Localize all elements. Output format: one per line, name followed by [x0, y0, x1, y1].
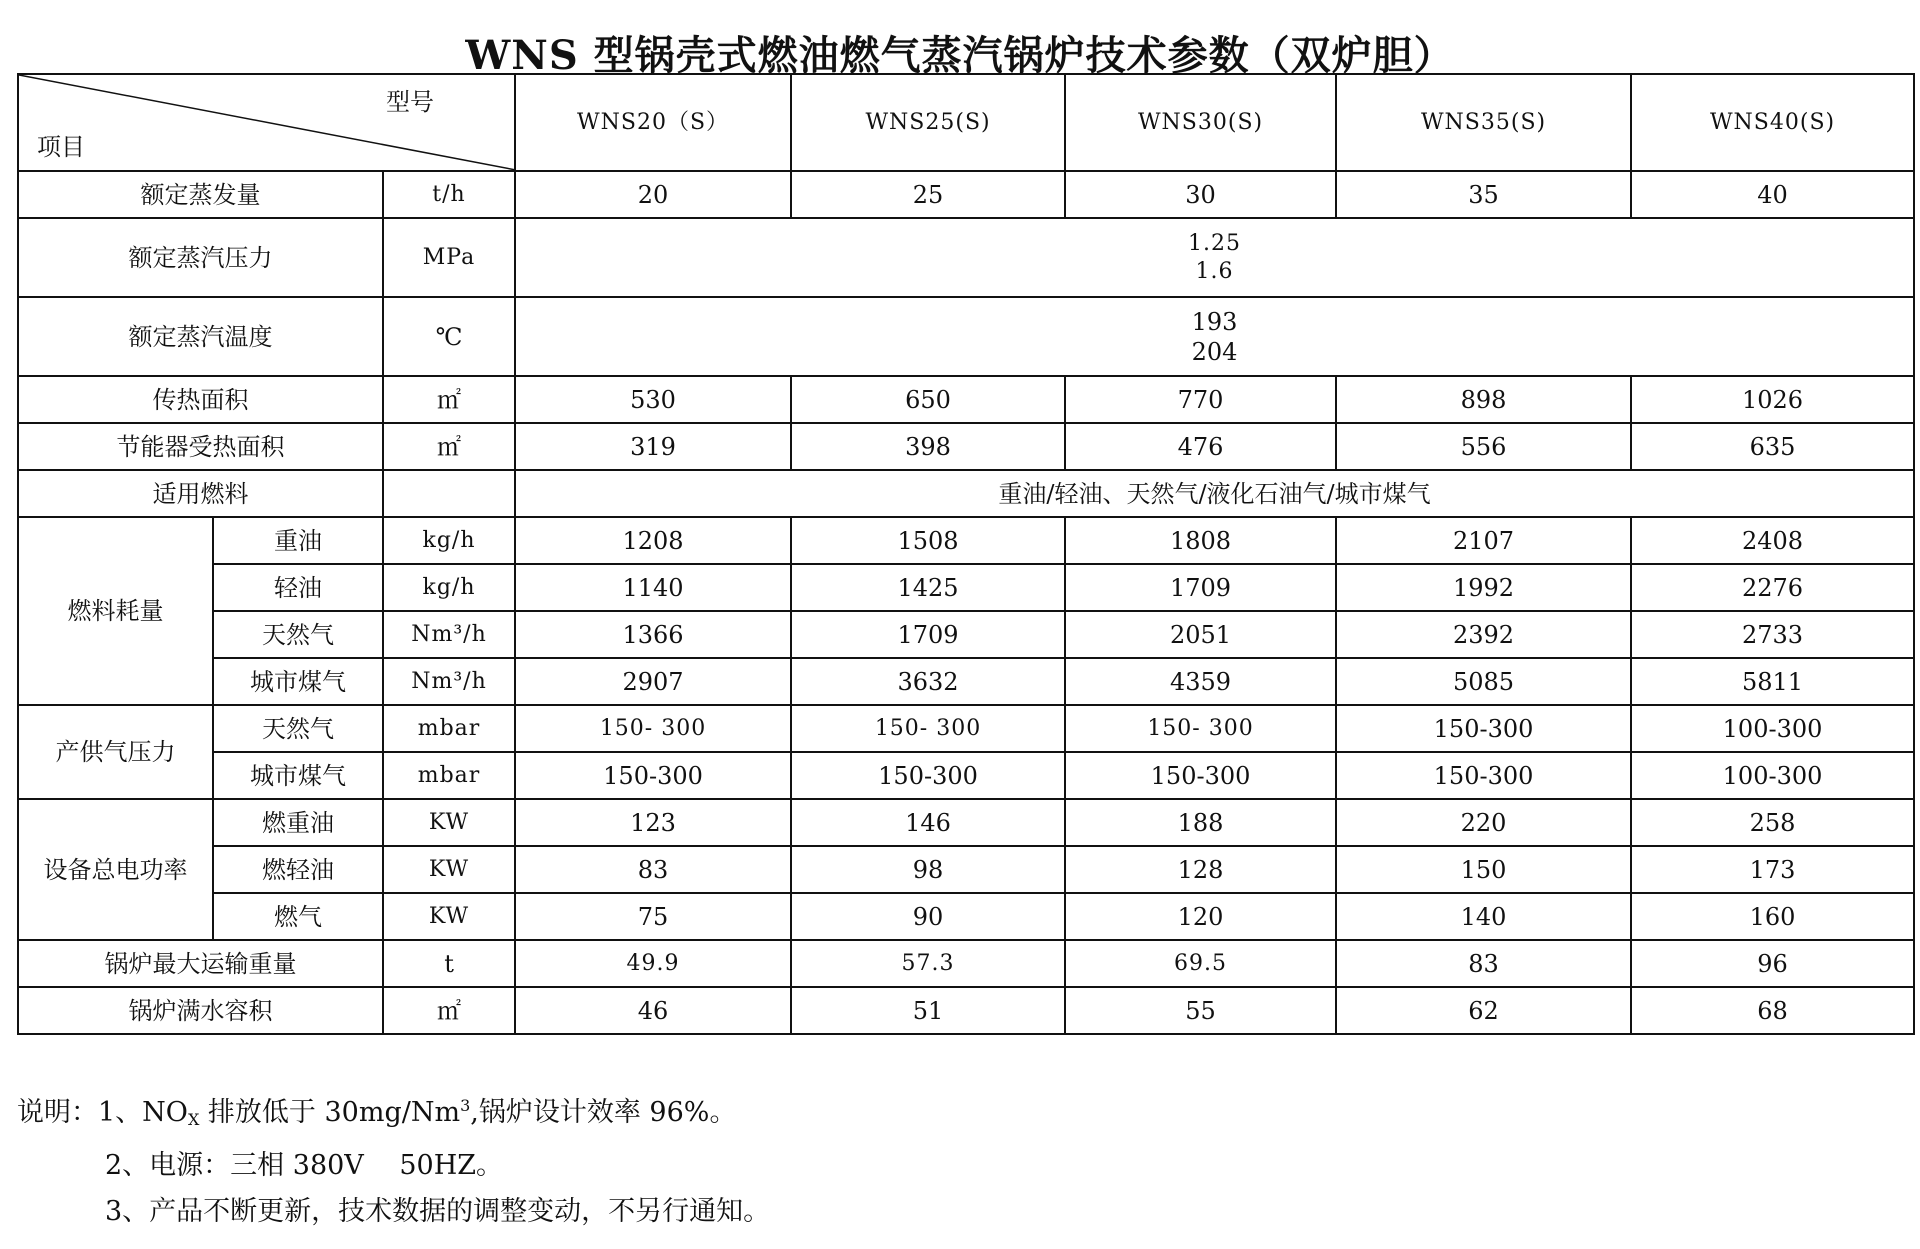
value-cell: 3632 [791, 658, 1065, 705]
value-cell: 90 [791, 893, 1065, 940]
value-cell: 46 [515, 987, 791, 1034]
value-cell: 5811 [1631, 658, 1914, 705]
note-3: 3、产品不断更新，技术数据的调整变动，不另行通知。 [105, 1196, 771, 1227]
table-row [18, 940, 1914, 987]
value-cell: 2392 [1336, 611, 1631, 658]
value-cell: 173 [1631, 846, 1914, 893]
value-cell: 2107 [1336, 517, 1631, 564]
unit-cell: ℃ [383, 297, 515, 376]
value-cell: 319 [515, 423, 791, 470]
table-row [18, 705, 1914, 752]
value-cell: 556 [1336, 423, 1631, 470]
value-cell: 1992 [1336, 564, 1631, 611]
row-label: 节能器受热面积 [18, 423, 383, 470]
item-label: 项目 [37, 133, 85, 161]
merged-value-cell: 重油/轻油、天然气/液化石油气/城市煤气 [515, 470, 1914, 517]
value-cell: 150 [1336, 846, 1631, 893]
unit-cell: KW [383, 893, 515, 940]
table-row [18, 846, 1914, 893]
unit-cell: KW [383, 799, 515, 846]
sub-label: 城市煤气 [213, 658, 383, 705]
value-cell: 770 [1065, 376, 1336, 423]
value-line: 193 [1191, 307, 1238, 336]
sub-label: 燃气 [213, 893, 383, 940]
header-corner-cell [18, 74, 515, 171]
value-cell: 68 [1631, 987, 1914, 1034]
value-cell: 220 [1336, 799, 1631, 846]
unit-cell: t/h [383, 171, 515, 218]
value-cell: 2408 [1631, 517, 1914, 564]
unit-cell: ㎡ [383, 376, 515, 423]
value-cell: 57.3 [791, 940, 1065, 987]
value-cell: 1508 [791, 517, 1065, 564]
document-title: WNS 型锅壳式燃油燃气蒸汽锅炉技术参数（双炉胆） [465, 32, 1455, 79]
value-cell: 150-300 [1336, 705, 1631, 752]
value-cell: 5085 [1336, 658, 1631, 705]
model-header: WNS35(S) [1336, 74, 1631, 171]
value-cell: 55 [1065, 987, 1336, 1034]
row-label: 额定蒸发量 [18, 171, 383, 218]
value-cell: 128 [1065, 846, 1336, 893]
table-row [18, 376, 1914, 423]
diagonal-divider [19, 75, 515, 170]
value-cell: 160 [1631, 893, 1914, 940]
notes-section [17, 1083, 1897, 1235]
value-cell: 96 [1631, 940, 1914, 987]
value-cell: 2051 [1065, 611, 1336, 658]
value-cell: 1140 [515, 564, 791, 611]
value-cell: 258 [1631, 799, 1914, 846]
value-cell: 2733 [1631, 611, 1914, 658]
value-cell: 1208 [515, 517, 791, 564]
sub-label: 重油 [213, 517, 383, 564]
row-label: 额定蒸汽温度 [18, 297, 383, 376]
value-cell: 25 [791, 171, 1065, 218]
unit-cell [383, 470, 515, 517]
value-cell: 2276 [1631, 564, 1914, 611]
value-cell: 150- 300 [1065, 705, 1336, 752]
value-cell: 1709 [791, 611, 1065, 658]
value-cell: 150-300 [791, 752, 1065, 799]
value-line: 1.6 [1195, 258, 1234, 284]
value-cell: 1425 [791, 564, 1065, 611]
table-row [18, 297, 1914, 376]
value-cell: 62 [1336, 987, 1631, 1034]
unit-cell: kg/h [383, 517, 515, 564]
unit-cell: mbar [383, 705, 515, 752]
row-label: 传热面积 [18, 376, 383, 423]
note-2: 2、电源：三相 380V 50HZ。 [105, 1150, 504, 1181]
value-cell: 100-300 [1631, 752, 1914, 799]
unit-cell: Nm³/h [383, 658, 515, 705]
value-cell: 150- 300 [515, 705, 791, 752]
value-cell: 98 [791, 846, 1065, 893]
sub-label: 天然气 [213, 705, 383, 752]
row-label: 额定蒸汽压力 [18, 218, 383, 297]
value-cell: 1026 [1631, 376, 1914, 423]
sub-label: 城市煤气 [213, 752, 383, 799]
value-cell: 83 [515, 846, 791, 893]
table-row [18, 171, 1914, 218]
value-cell: 100-300 [1631, 705, 1914, 752]
value-cell: 530 [515, 376, 791, 423]
value-cell: 20 [515, 171, 791, 218]
value-line: 1.25 [1188, 231, 1242, 256]
unit-cell: t [383, 940, 515, 987]
model-header: WNS20（S） [515, 74, 791, 171]
table-row [18, 799, 1914, 846]
model-label: 型号 [386, 88, 435, 116]
value-cell: 83 [1336, 940, 1631, 987]
row-label: 锅炉最大运输重量 [18, 940, 383, 987]
value-cell: 4359 [1065, 658, 1336, 705]
value-cell: 188 [1065, 799, 1336, 846]
header-row [18, 74, 1914, 171]
value-cell: 150-300 [1065, 752, 1336, 799]
group-label: 产供气压力 [18, 705, 213, 799]
row-label: 锅炉满水容积 [18, 987, 383, 1034]
value-cell: 35 [1336, 171, 1631, 218]
value-cell: 49.9 [515, 940, 791, 987]
note-1-middle: 排放低于 30mg/Nm [199, 1097, 461, 1128]
value-cell: 635 [1631, 423, 1914, 470]
note-1-suffix: ,锅炉设计效率 96%。 [470, 1097, 737, 1128]
table-row [18, 752, 1914, 799]
value-cell: 140 [1336, 893, 1631, 940]
row-label: 适用燃料 [18, 470, 383, 517]
value-cell: 150-300 [1336, 752, 1631, 799]
unit-cell: KW [383, 846, 515, 893]
group-label: 设备总电功率 [18, 799, 213, 940]
model-header: WNS25(S) [791, 74, 1065, 171]
value-cell: 120 [1065, 893, 1336, 940]
unit-cell: ㎡ [383, 423, 515, 470]
value-cell: 69.5 [1065, 940, 1336, 987]
spec-table [17, 73, 1915, 1035]
note-1-prefix: 说明：1、NO [17, 1097, 188, 1128]
value-cell: 1709 [1065, 564, 1336, 611]
group-label: 燃料耗量 [18, 517, 213, 705]
value-cell: 2907 [515, 658, 791, 705]
value-cell: 898 [1336, 376, 1631, 423]
value-cell: 40 [1631, 171, 1914, 218]
unit-cell: ㎡ [383, 987, 515, 1034]
sub-label: 天然气 [213, 611, 383, 658]
table-row [18, 470, 1914, 517]
value-cell: 146 [791, 799, 1065, 846]
value-cell: 75 [515, 893, 791, 940]
value-cell: 1366 [515, 611, 791, 658]
model-header: WNS30(S) [1065, 74, 1336, 171]
value-cell: 1808 [1065, 517, 1336, 564]
table-row [18, 611, 1914, 658]
merged-value-cell [515, 218, 1914, 297]
table-row [18, 564, 1914, 611]
unit-cell: Nm³/h [383, 611, 515, 658]
value-line: 204 [1191, 337, 1238, 366]
value-cell: 150-300 [515, 752, 791, 799]
table-row [18, 987, 1914, 1034]
note-1 [17, 1083, 1897, 1143]
table-row [18, 218, 1914, 297]
sub-label: 燃轻油 [213, 846, 383, 893]
value-cell: 30 [1065, 171, 1336, 218]
merged-value-cell [515, 297, 1914, 376]
value-cell: 650 [791, 376, 1065, 423]
table-row [18, 517, 1914, 564]
value-cell: 51 [791, 987, 1065, 1034]
value-cell: 150- 300 [791, 705, 1065, 752]
sub-label: 燃重油 [213, 799, 383, 846]
unit-cell: kg/h [383, 564, 515, 611]
value-cell: 123 [515, 799, 791, 846]
model-header: WNS40(S) [1631, 74, 1914, 171]
note-1-subscript: X [187, 1110, 200, 1129]
table-row [18, 658, 1914, 705]
sub-label: 轻油 [213, 564, 383, 611]
value-cell: 398 [791, 423, 1065, 470]
table-row [18, 423, 1914, 470]
note-1-superscript: 3 [460, 1096, 471, 1115]
table-row [18, 893, 1914, 940]
unit-cell: mbar [383, 752, 515, 799]
unit-cell: MPa [383, 218, 515, 297]
value-cell: 476 [1065, 423, 1336, 470]
